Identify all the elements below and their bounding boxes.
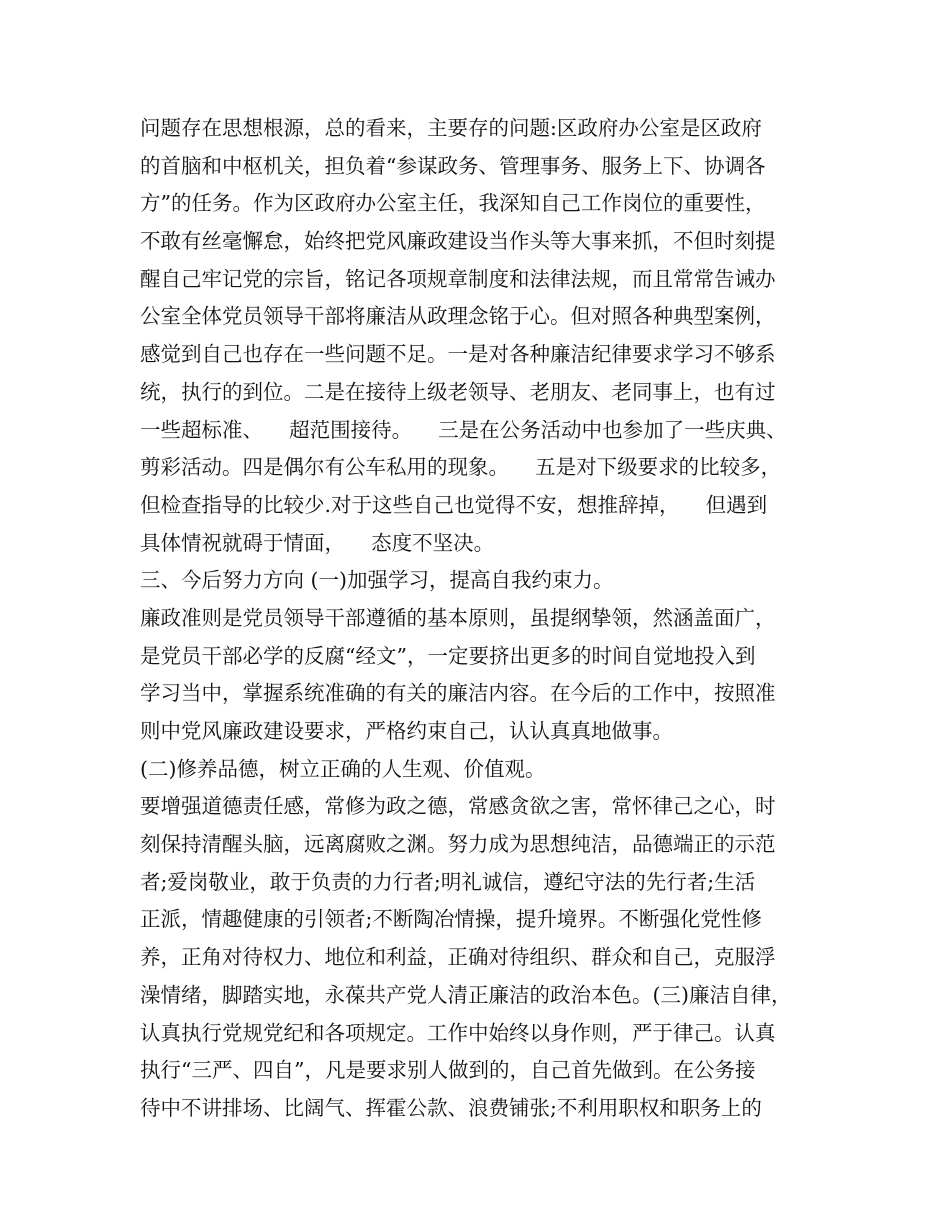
text-line: 澡情绪，脚踏实地，永葆共产党人清正廉洁的政治本色。(三)廉洁自律， — [140, 982, 792, 1007]
text-line: 认真执行党规党纪和各项规定。工作中始终以身作则，严于律己。认真 — [140, 1020, 776, 1045]
text-line: 要增强道德责任感，常修为政之德，常感贪欲之害，常怀律己之心，时 — [140, 794, 776, 819]
text-line: 剪彩活动。四是偶尔有公车私用的现象。 五是对下级要求的比较多， — [140, 455, 782, 480]
text-line: 学习当中，掌握系统准确的有关的廉洁内容。在今后的工作中，按照准 — [140, 681, 776, 706]
text-line: 统，执行的到位。二是在接待上级老领导、老朋友、老同事上，也有过 — [140, 379, 776, 404]
text-line: 具体情祝就碍于情面， 态度不坚决。 — [140, 530, 495, 555]
text-line: 者;爱岗敬业，敢于负责的力行者;明礼诚信，遵纪守法的先行者;生活 — [140, 869, 756, 894]
text-line: 醒自己牢记党的宗旨，铭记各项规章制度和法律法规，而且常常告诫办 — [140, 266, 776, 291]
text-line: 但检查指导的比较少.对于这些自己也觉得不安，想推辞掉， 但遇到 — [140, 492, 768, 517]
text-line: 的首脑和中枢机关，担负着“参谋政务、管理事务、服务上下、协调各 — [140, 153, 766, 178]
body-text — [140, 110, 830, 1128]
text-line: 感觉到自己也存在一些问题不足。一是对各种廉洁纪律要求学习不够系 — [140, 342, 776, 367]
text-line: 执行“三严、四自”，凡是要求别人做到的，自己首先做到。在公务接 — [140, 1058, 756, 1083]
text-line: 则中党风廉政建设要求，严格约束自己，认认真真地做事。 — [140, 719, 673, 743]
section-heading: 三、今后努力方向 (一)加强学习，提高自我约束力。 — [140, 568, 614, 593]
text-line: 廉政准则是党员领导干部遵循的基本原则，虽提纲挚领，然涵盖面广， — [140, 605, 776, 630]
text-line: 正派，情趣健康的引领者;不断陶冶情操，提升境界。不断强化党性修 — [140, 907, 762, 932]
text-line: 刻保持清醒头脑，远离腐败之渊。努力成为思想纯洁，品德端正的示范 — [140, 832, 776, 857]
subsection-heading: (二)修养品德，树立正确的人生观、价值观。 — [140, 756, 546, 781]
text-line: 方”的任务。作为区政府办公室主任，我深知自己工作岗位的重要性， — [140, 191, 766, 216]
text-line: 是党员干部必学的反腐“经文”，一定要挤出更多的时间自觉地投入到 — [140, 643, 756, 668]
text-line: 一些超标准、 超范围接待。 三是在公务活动中也参加了一些庆典、 — [140, 417, 787, 442]
text-line: 养，正角对待权力、地位和利益，正确对待组织、群众和自己，克服浮 — [140, 945, 776, 970]
text-line: 问题存在思想根源，总的看来，主要存的问题:区政府办公室是区政府 — [140, 116, 762, 140]
text-line: 公室全体党员领导干部将廉洁从政理念铭于心。但对照各种典型案例， — [140, 304, 776, 329]
text-line: 待中不讲排场、比阔气、挥霍公款、浪费铺张;不利用职权和职务上的 — [140, 1095, 762, 1120]
text-line: 不敢有丝毫懈怠，始终把党风廉政建设当作头等大事来抓，不但时刻提 — [140, 229, 776, 254]
